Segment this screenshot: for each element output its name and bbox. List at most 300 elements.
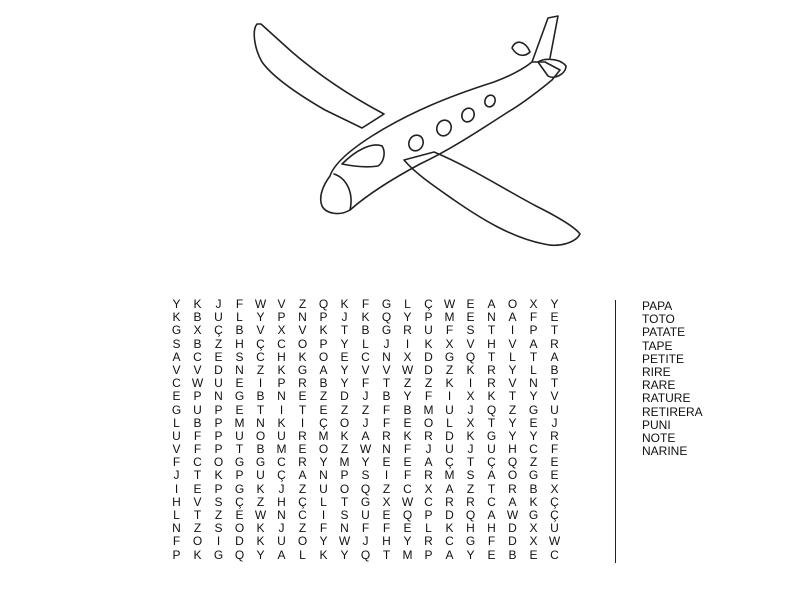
grid-letter: I — [216, 534, 221, 549]
grid-letter: K — [256, 521, 265, 536]
grid-letter: R — [508, 481, 517, 496]
grid-letter: T — [508, 389, 517, 404]
grid-letter: D — [424, 349, 433, 364]
grid-letter: G — [444, 349, 455, 364]
grid-letter: L — [173, 415, 180, 430]
grid-letter: Q — [486, 402, 497, 417]
grid-letter: X — [466, 415, 475, 430]
grid-letter: G — [171, 323, 182, 338]
grid-letter: N — [487, 310, 496, 325]
grid-letter: F — [319, 521, 328, 536]
grid-letter: D — [235, 534, 244, 549]
grid-letter: P — [193, 389, 202, 404]
grid-letter: G — [528, 402, 539, 417]
grid-letter: C — [193, 349, 202, 364]
grid-letter: D — [424, 362, 433, 377]
airplane-tail-stabilizer — [512, 42, 530, 55]
grid-letter: J — [425, 442, 432, 457]
grid-letter: X — [445, 336, 454, 351]
grid-letter: Z — [298, 521, 307, 536]
grid-letter: F — [424, 389, 433, 404]
grid-letter: R — [445, 494, 454, 509]
grid-letter: W — [548, 534, 561, 549]
grid-letter: N — [382, 349, 391, 364]
grid-letter: R — [403, 323, 412, 338]
grid-letter: Q — [507, 455, 518, 470]
grid-letter: B — [193, 415, 202, 430]
grid-letter: A — [172, 349, 181, 364]
grid-letter: E — [529, 415, 538, 430]
grid-letter: E — [466, 297, 475, 311]
word-list — [642, 300, 703, 458]
grid-letter: Y — [466, 547, 475, 562]
grid-letter: C — [172, 376, 181, 391]
grid-letter: J — [362, 534, 369, 549]
grid-letter: A — [445, 547, 454, 562]
grid-letter: Y — [340, 336, 349, 351]
grid-letter: F — [403, 468, 412, 483]
grid-letter: S — [340, 508, 349, 522]
grid-letter: K — [466, 362, 475, 377]
grid-letter: H — [172, 494, 181, 509]
grid-letter: Z — [340, 402, 349, 417]
grid-letter: Y — [256, 547, 265, 562]
grid-letter: B — [529, 481, 538, 496]
grid-letter: C — [193, 455, 202, 470]
grid-letter: O — [507, 297, 518, 311]
grid-letter: U — [361, 508, 370, 522]
grid-letter: N — [319, 468, 328, 483]
grid-letter: I — [510, 323, 515, 338]
grid-letter: H — [277, 349, 286, 364]
grid-letter: B — [193, 310, 202, 325]
grid-letter: B — [256, 389, 265, 404]
airplane-window — [434, 118, 453, 138]
grid-letter: Z — [340, 442, 349, 457]
grid-letter: E — [466, 310, 475, 325]
grid-letter: K — [193, 297, 202, 311]
grid-letter: X — [529, 534, 538, 549]
grid-letter: M — [276, 442, 287, 457]
grid-letter: F — [361, 521, 370, 536]
grid-letter: Y — [319, 534, 328, 549]
grid-letter: U — [214, 376, 223, 391]
grid-letter: Y — [508, 415, 517, 430]
grid-letter: B — [256, 442, 265, 457]
grid-letter: K — [172, 310, 181, 325]
grid-letter: A — [445, 481, 454, 496]
word-list-item: PATATE — [642, 325, 686, 340]
grid-letter: A — [487, 508, 496, 522]
grid-letter: V — [172, 362, 181, 377]
grid-letter: N — [277, 508, 286, 522]
grid-letter: U — [214, 310, 223, 325]
grid-letter: E — [382, 508, 391, 522]
grid-letter: P — [529, 323, 538, 338]
grid-letter: T — [193, 508, 202, 522]
grid-letter: I — [447, 389, 452, 404]
grid-letter: N — [235, 362, 244, 377]
grid-letter: S — [235, 349, 244, 364]
grid-letter: F — [550, 442, 559, 457]
grid-letter: F — [382, 402, 391, 417]
grid-letter: R — [298, 455, 307, 470]
grid-letter: G — [297, 362, 308, 377]
grid-letter: F — [172, 455, 181, 470]
grid-letter: N — [172, 521, 181, 536]
grid-letter: D — [508, 534, 517, 549]
grid-letter: T — [529, 349, 538, 364]
grid-letter: L — [530, 362, 537, 377]
grid-letter: U — [277, 534, 286, 549]
grid-letter: K — [487, 389, 496, 404]
grid-letter: A — [277, 547, 286, 562]
grid-letter: P — [214, 402, 223, 417]
grid-letter: O — [234, 521, 245, 536]
grid-letter: M — [234, 415, 245, 430]
grid-letter: P — [319, 336, 328, 351]
grid-letter: T — [235, 442, 244, 457]
grid-letter: N — [277, 389, 286, 404]
grid-letter: U — [550, 402, 559, 417]
grid-letter: X — [403, 349, 412, 364]
grid-letter: M — [339, 455, 350, 470]
grid-letter: F — [445, 323, 454, 338]
grid-letter: Ç — [445, 455, 454, 470]
grid-letter: N — [382, 442, 391, 457]
grid-letter: E — [403, 415, 412, 430]
airplane-window — [460, 106, 477, 124]
grid-letter: Ç — [277, 468, 286, 483]
grid-letter: P — [424, 547, 433, 562]
grid-letter: Z — [529, 455, 538, 470]
grid-letter: N — [256, 415, 265, 430]
grid-letter: A — [508, 310, 517, 325]
grid-letter: R — [550, 336, 559, 351]
grid-divider-line — [615, 300, 616, 563]
grid-letter: Y — [403, 310, 412, 325]
grid-letter: O — [318, 349, 329, 364]
grid-letter: E — [550, 310, 559, 325]
grid-letter: K — [193, 547, 202, 562]
grid-letter: O — [192, 534, 203, 549]
grid-letter: Z — [193, 521, 202, 536]
grid-letter: G — [528, 468, 539, 483]
grid-letter: P — [214, 415, 223, 430]
grid-letter: U — [487, 442, 496, 457]
grid-letter: A — [319, 362, 328, 377]
word-list-item: PAPA — [642, 299, 673, 313]
grid-letter: P — [214, 442, 223, 457]
word-list-item: PETITE — [642, 351, 685, 366]
grid-letter: U — [445, 402, 454, 417]
grid-letter: V — [277, 297, 286, 311]
word-list-item: RETIRERA — [642, 404, 703, 419]
grid-letter: I — [384, 468, 389, 483]
grid-letter: U — [235, 428, 244, 443]
grid-letter: T — [487, 481, 496, 496]
grid-letter: Z — [214, 336, 223, 351]
grid-letter: L — [425, 521, 432, 536]
grid-letter: E — [193, 481, 202, 496]
grid-letter: S — [214, 494, 223, 509]
grid-letter: Ç — [487, 455, 496, 470]
grid-letter: C — [298, 508, 307, 522]
grid-letter: D — [214, 362, 223, 377]
grid-letter: Z — [466, 481, 475, 496]
grid-letter: C — [361, 349, 370, 364]
grid-letter: Y — [529, 389, 538, 404]
grid-letter: U — [193, 402, 202, 417]
grid-letter: U — [445, 442, 454, 457]
grid-letter: J — [362, 415, 369, 430]
grid-letter: K — [403, 428, 412, 443]
grid-letter: Y — [550, 297, 559, 311]
grid-letter: Y — [340, 362, 349, 377]
grid-letter: C — [403, 481, 412, 496]
grid-letter: S — [172, 336, 181, 351]
grid-letter: E — [340, 349, 349, 364]
grid-letter: D — [340, 389, 349, 404]
grid-letter: W — [401, 494, 414, 509]
grid-letter: B — [319, 376, 328, 391]
grid-letter: A — [361, 428, 370, 443]
grid-letter: L — [362, 336, 369, 351]
grid-letter: L — [509, 349, 516, 364]
word-search-grid — [166, 298, 565, 562]
grid-letter: R — [487, 362, 496, 377]
grid-letter: E — [529, 547, 538, 562]
grid-letter: Ç — [256, 336, 265, 351]
grid-letter: Z — [445, 362, 454, 377]
grid-letter: F — [193, 442, 202, 457]
grid-letter: Y — [508, 428, 517, 443]
grid-letter: F — [361, 297, 370, 311]
grid-letter: Y — [403, 534, 412, 549]
grid-letter: Ç — [298, 494, 307, 509]
grid-letter: Q — [402, 508, 413, 522]
grid-letter: I — [258, 376, 263, 391]
grid-letter: Y — [340, 376, 349, 391]
grid-letter: Z — [214, 508, 223, 522]
grid-letter: P — [424, 310, 433, 325]
grid-letter: T — [340, 494, 349, 509]
grid-letter: G — [255, 455, 266, 470]
grid-letter: H — [487, 521, 496, 536]
grid-letter: E — [319, 402, 328, 417]
word-list-item: TOTO — [642, 312, 675, 327]
grid-letter: E — [403, 521, 412, 536]
grid-letter: R — [298, 428, 307, 443]
grid-letter: T — [550, 323, 559, 338]
grid-letter: A — [424, 455, 433, 470]
grid-letter: H — [235, 336, 244, 351]
grid-letter: W — [506, 508, 519, 522]
grid-letter: P — [214, 428, 223, 443]
grid-letter: H — [508, 442, 517, 457]
grid-letter: Q — [318, 297, 329, 311]
grid-letter: G — [381, 323, 392, 338]
grid-letter: G — [213, 547, 224, 562]
grid-letter: X — [550, 481, 559, 496]
grid-letter: E — [172, 389, 181, 404]
grid-letter: V — [466, 336, 475, 351]
grid-letter: Y — [256, 310, 265, 325]
grid-letter: M — [444, 310, 455, 325]
airplane-rear-wing — [254, 24, 384, 128]
grid-letter: R — [550, 428, 559, 443]
grid-letter: T — [256, 402, 265, 417]
grid-letter: G — [234, 481, 245, 496]
grid-letter: Y — [361, 455, 370, 470]
grid-letter: A — [298, 468, 307, 483]
airplane-window-frame — [342, 145, 384, 167]
word-list-item: NARINE — [642, 444, 688, 459]
grid-letter: S — [361, 468, 370, 483]
grid-letter: H — [277, 494, 286, 509]
grid-letter: X — [382, 494, 391, 509]
grid-letter: P — [277, 310, 286, 325]
grid-letter: N — [214, 389, 223, 404]
grid-letter: X — [424, 481, 433, 496]
grid-letter: Ç — [214, 323, 223, 338]
word-list-item: PUNI — [642, 417, 671, 432]
grid-letter: X — [277, 323, 286, 338]
grid-letter: V — [550, 389, 559, 404]
grid-letter: Z — [298, 297, 307, 311]
grid-letter: Ç — [235, 494, 244, 509]
grid-letter: D — [445, 428, 454, 443]
grid-letter: K — [340, 297, 349, 311]
grid-letter: H — [382, 534, 391, 549]
grid-letter: B — [235, 323, 244, 338]
grid-letter: U — [172, 428, 181, 443]
grid-letter: M — [402, 547, 413, 562]
grid-letter: R — [424, 534, 433, 549]
grid-letter: O — [213, 455, 224, 470]
airplane-front-wing — [404, 152, 580, 245]
grid-letter: B — [508, 547, 517, 562]
grid-letter: P — [235, 468, 244, 483]
grid-letter: J — [467, 442, 474, 457]
grid-letter: L — [173, 508, 180, 522]
grid-letter: X — [529, 297, 538, 311]
grid-letter: G — [360, 494, 371, 509]
grid-letter: B — [403, 402, 412, 417]
grid-letter: K — [277, 362, 286, 377]
grid-letter: P — [424, 508, 433, 522]
grid-letter: G — [234, 389, 245, 404]
grid-letter: V — [361, 362, 370, 377]
grid-letter: Ç — [550, 494, 559, 509]
grid-letter: Q — [381, 310, 392, 325]
grid-letter: R — [466, 494, 475, 509]
grid-letter: W — [254, 508, 267, 522]
grid-letter: R — [424, 468, 433, 483]
grid-letter: U — [256, 468, 265, 483]
grid-letter: C — [277, 336, 286, 351]
grid-letter: E — [487, 547, 496, 562]
grid-letter: M — [318, 428, 329, 443]
grid-letter: Ç — [550, 508, 559, 522]
grid-letter: C — [256, 349, 265, 364]
grid-letter: W — [443, 297, 456, 311]
grid-letter: W — [401, 362, 414, 377]
grid-letter: K — [445, 376, 454, 391]
grid-letter: K — [319, 547, 328, 562]
grid-letter: G — [381, 297, 392, 311]
grid-letter: K — [529, 494, 538, 509]
grid-letter: Z — [424, 376, 433, 391]
grid-letter: N — [340, 521, 349, 536]
grid-letter: A — [529, 336, 538, 351]
grid-letter: F — [403, 442, 412, 457]
grid-letter: V — [193, 362, 202, 377]
grid-letter: F — [529, 310, 538, 325]
grid-letter: P — [277, 376, 286, 391]
grid-letter: S — [214, 521, 223, 536]
grid-letter: T — [382, 547, 391, 562]
grid-letter: O — [339, 481, 350, 496]
grid-letter: I — [405, 336, 410, 351]
grid-letter: S — [466, 468, 475, 483]
grid-letter: B — [193, 336, 202, 351]
grid-letter: B — [361, 323, 370, 338]
grid-letter: E — [550, 455, 559, 470]
grid-letter: F — [193, 428, 202, 443]
grid-letter: F — [382, 415, 391, 430]
grid-letter: B — [550, 362, 559, 377]
grid-letter: O — [297, 336, 308, 351]
grid-letter: K — [214, 468, 223, 483]
grid-letter: E — [235, 402, 244, 417]
grid-letter: C — [424, 494, 433, 509]
grid-letter: Y — [340, 547, 349, 562]
grid-letter: O — [507, 468, 518, 483]
grid-letter: K — [361, 310, 370, 325]
grid-letter: Y — [508, 362, 517, 377]
grid-letter: I — [468, 376, 473, 391]
grid-letter: P — [340, 468, 349, 483]
grid-letter: P — [214, 481, 223, 496]
grid-letter: Z — [256, 494, 265, 509]
grid-letter: Z — [382, 481, 391, 496]
grid-letter: T — [487, 415, 496, 430]
grid-letter: V — [172, 442, 181, 457]
grid-letter: K — [445, 521, 454, 536]
airplane-illustration — [240, 8, 600, 258]
grid-letter: T — [298, 402, 307, 417]
grid-letter: N — [529, 376, 538, 391]
grid-letter: N — [298, 310, 307, 325]
grid-letter: K — [424, 336, 433, 351]
grid-letter: T — [193, 468, 202, 483]
grid-letter: E — [403, 455, 412, 470]
word-list-item: RATURE — [642, 391, 691, 406]
grid-letter: A — [550, 349, 559, 364]
grid-letter: J — [383, 336, 390, 351]
grid-letter: Q — [360, 481, 371, 496]
grid-letter: Ç — [424, 297, 433, 311]
grid-letter: I — [279, 402, 284, 417]
grid-letter: Z — [319, 389, 328, 404]
grid-letter: U — [550, 521, 559, 536]
grid-letter: J — [278, 521, 285, 536]
grid-letter: Z — [298, 481, 307, 496]
grid-letter: Y — [319, 455, 328, 470]
grid-letter: G — [465, 534, 476, 549]
grid-letter: T — [487, 349, 496, 364]
